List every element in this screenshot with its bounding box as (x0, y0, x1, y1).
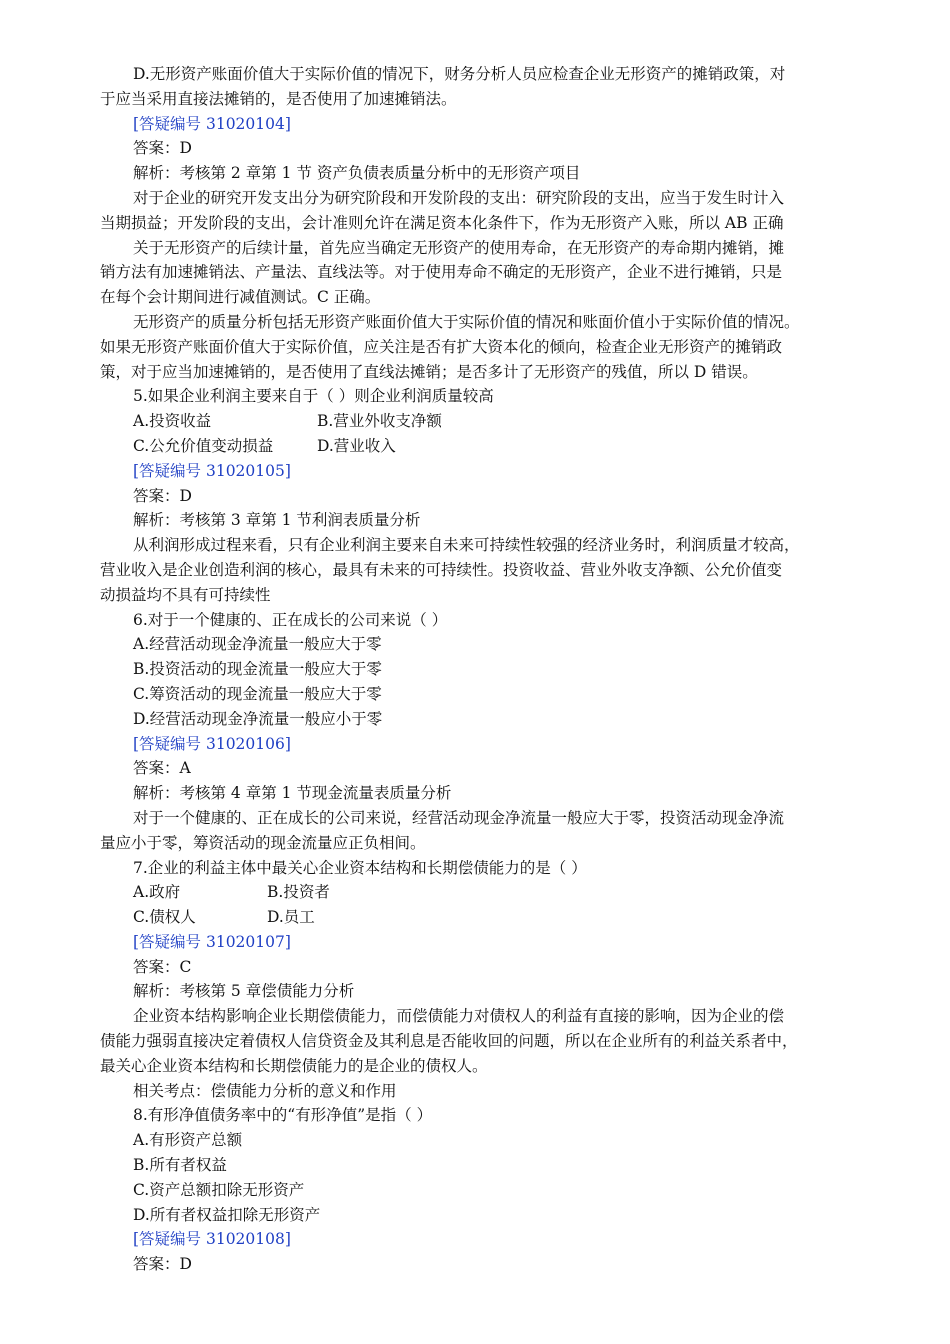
option-a: A.投资收益 (133, 412, 212, 431)
option-b: B.营业外收支净额 (317, 412, 442, 431)
paragraph-line: 关于无形资产的后续计量，首先应当确定无形资产的使用寿命，在无形资产的寿命期内摊销，摊 (133, 238, 785, 257)
analysis-heading: 解析：考核第 4 章第 1 节现金流量表质量分析 (133, 784, 452, 803)
paragraph-line: 无形资产的质量分析包括无形资产账面价值大于实际价值的情况和账面价值小于实际价值的情况。 (133, 312, 800, 331)
question-8: 8.有形净值债务率中的“有形净值”是指（ ） (133, 1106, 433, 1125)
option-d: D.经营活动现金净流量一般应小于零 (133, 709, 383, 728)
option-c: C.债权人 (133, 908, 196, 927)
option-d: D.员工 (267, 908, 315, 927)
options-row (100, 880, 845, 905)
qa-id-link-31020105[interactable]: [答疑编号 31020105] (133, 461, 291, 480)
paragraph-line: 当期损益；开发阶段的支出，会计准则允许在满足资本化条件下，作为无形资产入账，所以 AB 正确 (100, 213, 784, 232)
paragraph-line: 在每个会计期间进行减值测试。C 正确。 (100, 288, 381, 307)
option-d-text: D.无形资产账面价值大于实际价值的情况下，财务分析人员应检查企业无形资产的摊销政策，对 (133, 65, 786, 83)
options-row (100, 434, 845, 459)
paragraph-line: 债能力强弱直接决定着债权人信贷资金及其利息是否能收回的问题，所以在企业所有的利益关系者中， (100, 1032, 798, 1051)
qa-id-link-31020108[interactable]: [答疑编号 31020108] (133, 1230, 291, 1249)
option-c: C.公允价值变动损益 (133, 436, 274, 455)
option-a: A.经营活动现金净流量一般应大于零 (133, 635, 382, 654)
option-d: D.所有者权益扣除无形资产 (133, 1205, 321, 1224)
answer: 答案：A (133, 759, 191, 778)
question-7: 7.企业的利益主体中最关心企业资本结构和长期偿债能力的是（ ） (133, 858, 587, 877)
analysis-heading: 解析：考核第 3 章第 1 节利润表质量分析 (133, 511, 421, 530)
question-5: 5.如果企业利润主要来自于（ ）则企业利润质量较高 (133, 387, 494, 406)
answer: 答案：D (133, 486, 192, 505)
analysis-heading: 解析：考核第 5 章偿债能力分析 (133, 982, 355, 1001)
qa-id-link-31020104[interactable]: [答疑编号 31020104] (133, 114, 291, 133)
answer: 答案：D (133, 1255, 192, 1274)
answer: 答案：C (133, 957, 192, 976)
related-topic: 相关考点：偿债能力分析的意义和作用 (133, 1081, 397, 1100)
paragraph-line: 从利润形成过程来看，只有企业利润主要来自未来可持续性较强的经济业务时，利润质量才较高， (133, 536, 800, 555)
option-d: D.营业收入 (317, 436, 396, 455)
paragraph-line: 营业收入是企业创造利润的核心，最具有未来的可持续性。投资收益、营业外收支净额、公允价值变 (100, 560, 783, 579)
paragraph-line: 动损益均不具有可持续性 (100, 585, 271, 604)
options-row (100, 905, 845, 930)
paragraph-line: 最关心企业资本结构和长期偿债能力的是企业的债权人。 (100, 1056, 488, 1075)
option-b: B.投资者 (267, 883, 330, 902)
document-body (100, 62, 845, 1277)
paragraph-line: 企业资本结构影响企业长期偿债能力，而偿债能力对债权人的利益有直接的影响，因为企业的偿 (133, 1007, 785, 1026)
options-row (100, 409, 845, 434)
paragraph-line: 如果无形资产账面价值大于实际价值，应关注是否有扩大资本化的倾向，检查企业无形资产的摊销政 (100, 337, 783, 356)
paragraph-line: 策，对于应当加速摊销的，是否使用了直线法摊销；是否多计了无形资产的残值，所以 D 错误。 (100, 362, 758, 381)
option-a: A.有形资产总额 (133, 1131, 243, 1150)
question-6: 6.对于一个健康的、正在成长的公司来说（ ） (133, 610, 448, 629)
paragraph-line: 对于一个健康的、正在成长的公司来说，经营活动现金净流量一般应大于零，投资活动现金净流 (133, 808, 785, 827)
paragraph-line: 对于企业的研究开发支出分为研究阶段和开发阶段的支出：研究阶段的支出，应当于发生时计入 (133, 188, 785, 207)
qa-id-link-31020107[interactable]: [答疑编号 31020107] (133, 932, 291, 951)
option-c: C.资产总额扣除无形资产 (133, 1180, 305, 1199)
option-b: B.投资活动的现金流量一般应大于零 (133, 660, 382, 679)
analysis-heading: 解析：考核第 2 章第 1 节 资产负债表质量分析中的无形资产项目 (133, 164, 581, 183)
option-b: B.所有者权益 (133, 1156, 227, 1175)
paragraph-line: 销方法有加速摊销法、产量法、直线法等。对于使用寿命不确定的无形资产，企业不进行摊销，只是 (100, 263, 783, 282)
paragraph-line: 量应小于零，筹资活动的现金流量应正负相间。 (100, 833, 426, 852)
option-d-text-cont: 于应当采用直接法摊销的，是否使用了加速摊销法。 (100, 89, 457, 108)
qa-id-link-31020106[interactable]: [答疑编号 31020106] (133, 734, 291, 753)
option-c: C.筹资活动的现金流量一般应大于零 (133, 684, 382, 703)
answer: 答案：D (133, 139, 192, 158)
option-a: A.政府 (133, 883, 181, 902)
